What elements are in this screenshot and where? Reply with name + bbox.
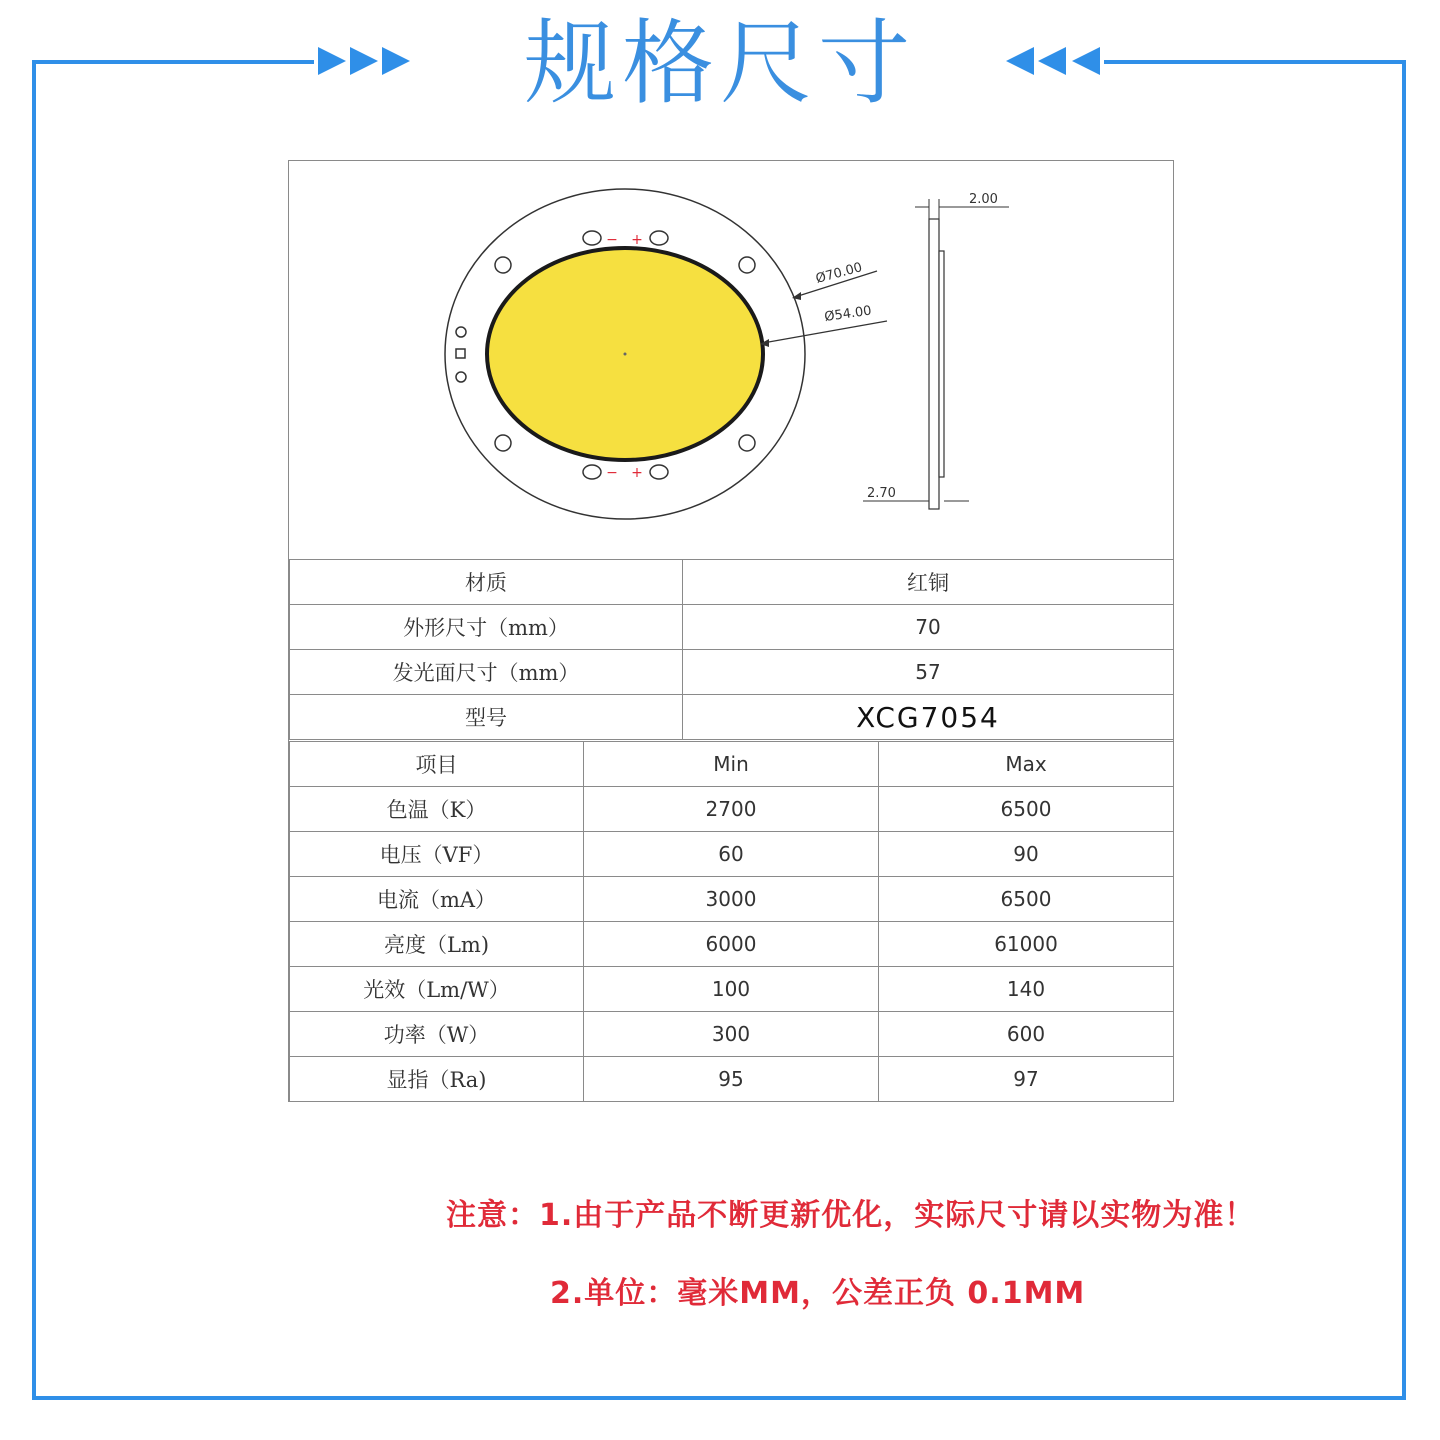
model-number: XCG7054 [683, 695, 1174, 740]
column-header-max: Max [879, 742, 1174, 787]
param-min: 3000 [584, 877, 879, 922]
table-row [290, 1012, 1174, 1057]
param-min: 300 [584, 1012, 879, 1057]
param-item: 功率（W） [290, 1012, 584, 1057]
param-min: 95 [584, 1057, 879, 1102]
param-max: 6500 [879, 787, 1174, 832]
pad-plus-top: + [631, 232, 643, 248]
param-max: 6500 [879, 877, 1174, 922]
page-title: 规格尺寸 [523, 10, 916, 117]
column-header-min: Min [584, 742, 879, 787]
table-row [290, 967, 1174, 1012]
note-line-1: 注意：1.由于产品不断更新优化，实际尺寸请以实物为准！ [446, 1198, 1256, 1233]
spec-value: 70 [683, 605, 1174, 650]
note-line-2: 2.单位：毫米MM，公差正负 0.1MM [550, 1276, 1086, 1311]
table-row [290, 605, 1174, 650]
param-max: 90 [879, 832, 1174, 877]
param-max: 61000 [879, 922, 1174, 967]
spec-table [289, 559, 1174, 740]
table-row [290, 832, 1174, 877]
param-item: 电压（VF） [290, 832, 584, 877]
table-header-row [290, 742, 1174, 787]
thickness-label: 2.00 [969, 192, 998, 207]
column-header-item: 项目 [290, 742, 584, 787]
spec-label: 型号 [290, 695, 683, 740]
frame-top-right-line [1104, 60, 1406, 64]
right-arrows-icon [316, 44, 412, 78]
spec-label: 发光面尺寸（mm） [290, 650, 683, 695]
param-item: 电流（mA） [290, 877, 584, 922]
param-min: 60 [584, 832, 879, 877]
frame-right-line [1402, 60, 1406, 1400]
spec-label: 材质 [290, 560, 683, 605]
param-min: 6000 [584, 922, 879, 967]
frame-bottom-line [32, 1396, 1406, 1400]
param-table [289, 741, 1174, 1102]
table-row [290, 695, 1174, 740]
table-row [290, 560, 1174, 605]
left-arrows-icon [1004, 44, 1104, 78]
frame-top-left-line [32, 60, 314, 64]
table-row [290, 650, 1174, 695]
cob-led-drawing [289, 161, 1173, 559]
spec-value: 57 [683, 650, 1174, 695]
param-max: 140 [879, 967, 1174, 1012]
param-item: 色温（K） [290, 787, 584, 832]
param-item: 显指（Ra) [290, 1057, 584, 1102]
pad-minus-bottom: − [606, 465, 618, 481]
table-row [290, 1057, 1174, 1102]
spec-value: 红铜 [683, 560, 1174, 605]
inner-diameter-label: Ø54.00 [823, 303, 873, 325]
param-item: 亮度（Lm) [290, 922, 584, 967]
param-item: 光效（Lm/W） [290, 967, 584, 1012]
table-row [290, 922, 1174, 967]
outer-diameter-label: Ø70.00 [814, 260, 864, 287]
table-row [290, 787, 1174, 832]
pad-plus-bottom: + [631, 465, 643, 481]
table-row [290, 877, 1174, 922]
side-profile [929, 219, 944, 509]
edge-label: 2.70 [867, 486, 896, 501]
param-max: 600 [879, 1012, 1174, 1057]
frame-left-line [32, 60, 36, 1400]
param-min: 2700 [584, 787, 879, 832]
spec-sheet [288, 160, 1174, 1102]
spec-label: 外形尺寸（mm） [290, 605, 683, 650]
param-max: 97 [879, 1057, 1174, 1102]
param-min: 100 [584, 967, 879, 1012]
pad-minus-top: − [606, 232, 618, 248]
